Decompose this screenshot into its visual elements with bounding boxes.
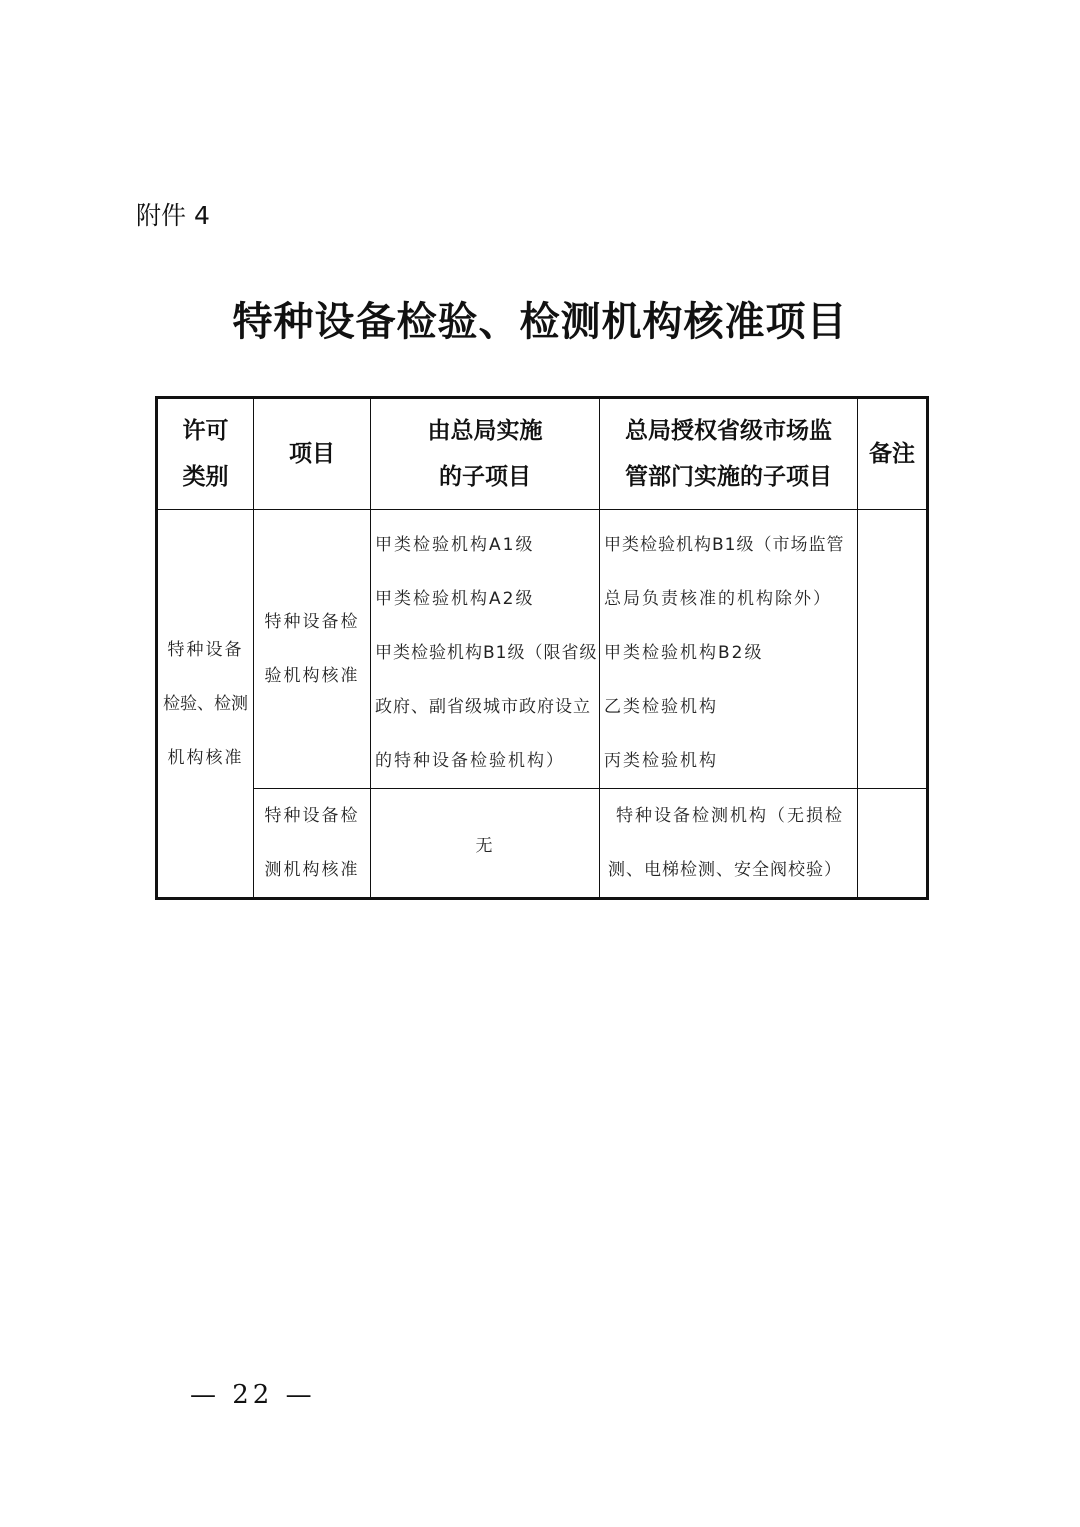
category-cell [157,510,254,899]
header-remarks: 备注 [858,398,928,510]
item-line: 特种设备检 [264,612,360,632]
header-item: 项目 [254,398,371,510]
hq-subitem: 甲类检验机构B1级（限省级 [375,643,598,663]
item-cell [254,510,371,789]
item-cell [254,789,371,899]
table-row [157,789,928,899]
table-header-row [157,398,928,510]
page-number: — 22 — [190,1380,316,1410]
hq-subitem: 甲类检验机构A1级 [375,535,535,555]
item-line: 特种设备检 [264,806,360,826]
province-subitem: 甲类检验机构B1级（市场监管 [604,535,845,555]
header-category-line-1: 许可 [182,417,229,444]
hq-subitem: 政府、副省级城市政府设立 [375,697,591,717]
header-category [157,398,254,510]
header-province-subitems [600,398,858,510]
remarks-cell [858,789,928,899]
header-category-line-2: 类别 [182,463,229,490]
province-subitem: 甲类检验机构B2级 [604,643,764,663]
header-hq-line-2: 的子项目 [439,463,531,490]
province-subitem: 测、电梯检测、安全阀校验） [608,860,842,880]
remarks-cell [858,510,928,789]
province-subitem: 乙类检验机构 [604,697,718,717]
document-title: 特种设备检验、检测机构核准项目 [232,298,848,345]
category-line: 机构核准 [167,747,244,768]
province-subitem: 特种设备检测机构（无损检 [616,806,844,826]
table-row [157,510,928,789]
header-province-line-2: 管部门实施的子项目 [625,463,832,490]
header-hq-subitems [371,398,600,510]
province-subitem: 丙类检验机构 [604,751,718,771]
province-subitem: 总局负责核准的机构除外） [604,589,832,609]
province-subitems-cell [600,510,858,789]
hq-subitems-cell [371,510,600,789]
header-hq-line-1: 由总局实施 [427,417,543,444]
header-province-line-1: 总局授权省级市场监 [625,417,832,444]
category-line: 检验、检测 [163,693,248,714]
hq-subitem: 的特种设备检验机构） [375,751,565,771]
hq-subitems-cell: 无 [371,789,600,899]
category-line: 特种设备 [167,639,244,660]
province-subitems-cell [600,789,858,899]
attachment-label: 附件 4 [136,201,210,230]
item-line: 测机构核准 [264,860,360,880]
approval-items-table [155,396,929,900]
item-line: 验机构核准 [264,666,360,686]
hq-subitem: 甲类检验机构A2级 [375,589,535,609]
